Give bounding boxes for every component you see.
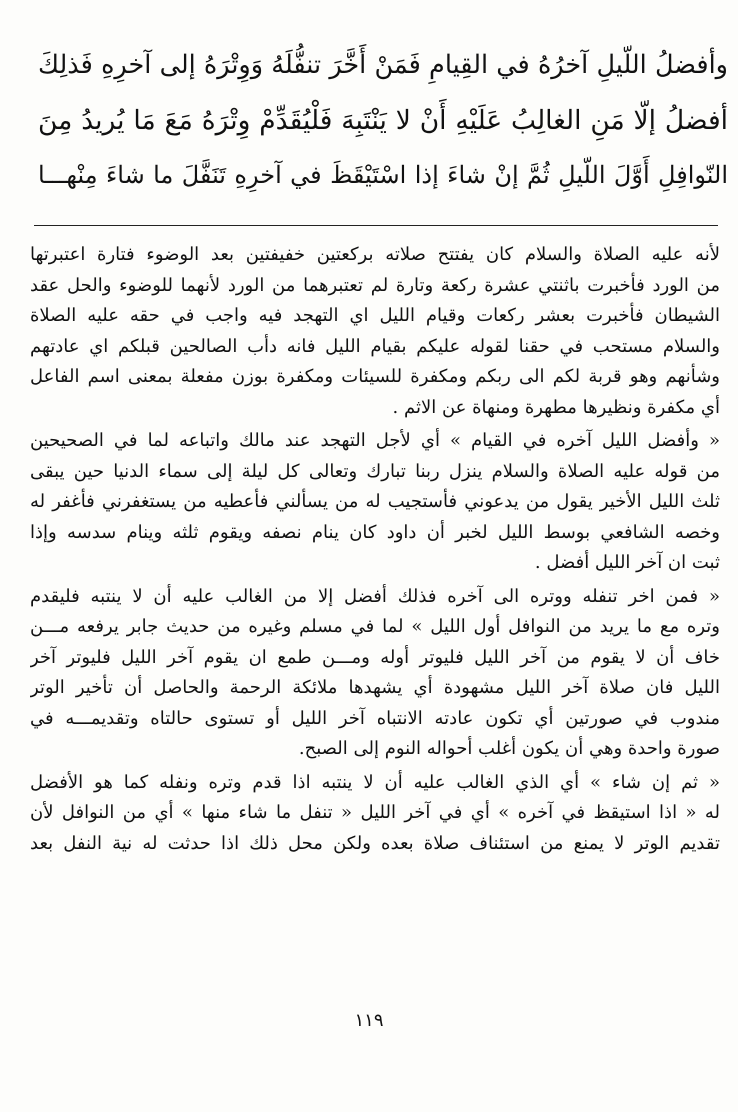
- commentary-line: « ثم إن شاء » أي الذي الغالب عليه أن لا ينتبه اذا قدم وتره ونفله كما هو الأفضل: [30, 771, 720, 793]
- commentary-line: ثبت ان آخر الليل أفضل .: [534, 552, 720, 573]
- commentary-line: والسلام مستحب في حقنا لقوله عليكم بقيام الليل فانه دأب الصالحين قبلكم اي عادتهم: [30, 335, 720, 357]
- commentary-line: وتره مع ما يريد من النوافل أول الليل » لما في مسلم وغيره من حديث جابر يرفعه مـــن: [30, 616, 720, 637]
- commentary-line: تقديم الوتر لا يمنع من استئناف صلاة بعده ولكن محل ذلك اذا حدثت له نية النفل بعد: [30, 832, 720, 854]
- main-text-line: وأفضلُ اللّيلِ آخرُهُ في القِيامِ فَمَنْ أَخَّرَ تنفُّلَهُ وَوِتْرَهُ إلى آخرِهِ فَذلِكَ: [38, 50, 728, 80]
- commentary-line: خاف أن لا يقوم من آخر الليل فليوتر أوله ومـــن طمع ان يقوم آخر الليل فليوتر آخر: [30, 646, 720, 668]
- page-number: ١١٩: [354, 1010, 384, 1031]
- commentary-line: مندوب في صورتين أي تكون عادته الانتباه آخر الليل أو تستوى حالتاه وتقديمـــه في: [30, 707, 720, 729]
- commentary-line: لأنه عليه الصلاة والسلام كان يفتتح صلاته بركعتين خفيفتين بعد الوضوء فتارة اعتبرتها: [30, 244, 720, 265]
- main-text-line: النّوافِلِ أَوَّلَ اللّيلِ ثُمَّ إنْ شاءَ إذا اسْتَيْقَظَ في آخرِهِ تَنَفَّلَ ما شاءَ مِنْهـــا: [38, 161, 728, 189]
- commentary-line: « وأفضل الليل آخره في القيام » أي لأجل التهجد عند مالك واتباعه لما في الصحيحين: [30, 430, 720, 451]
- commentary-line: وشأنهم وهو قربة لكم الى ربكم ومكفرة للسيئات ومكفرة بوزن مفعلة بمعنى اسم الفاعل: [30, 366, 720, 387]
- commentary-line: من قوله عليه الصلاة والسلام ينزل ربنا تبارك وتعالى كل ليلة إلى سماء الدنيا حين يبقى: [30, 460, 720, 482]
- commentary-line: ثلث الليل الأخير يقول من يدعوني فأستجيب له من يسألني فأعطيه من يستغفرني فأغفر له: [30, 491, 720, 512]
- main-text-line: أفضلُ إلّا مَنِ الغالِبُ عَلَيْهِ أَنْ لا يَنْتَبِهَ فَلْيُقَدِّمْ وِتْرَهُ مَعَ مَا يُريدُ مِنَ: [38, 105, 728, 136]
- commentary-line: أي مكفرة ونظيرها مطهرة ومنهاة عن الاثم .: [392, 396, 720, 418]
- commentary-paragraph: [30, 582, 720, 765]
- section-divider: [34, 225, 718, 226]
- commentary-line: له « اذا استيقظ في آخره » أي في آخر الليل « تنفل ما شاء منها » أي من النوافل لأن: [30, 802, 720, 823]
- commentary-paragraph: [30, 240, 720, 423]
- commentary-line: وخصه الشافعي بوسط الليل لخبر أن داود كان ينام نصفه ويقوم ثلثه وينام سدسه وإذا: [30, 521, 720, 543]
- commentary-line: صورة واحدة وهي أن يكون أغلب أحواله النوم إلى الصبح.: [298, 738, 720, 759]
- commentary-paragraph: [30, 768, 720, 860]
- commentary-line: الشيطان فأخبرت بعشر ركعات وقيام الليل اي التهجد فيه واجب في حقه عليه الصلاة: [30, 305, 720, 326]
- commentary-paragraph: [30, 426, 720, 579]
- commentary-line: من الورد فأخبرت باثنتي عشرة ركعة وتارة لم تعتبرهما من الورد لأنهما للوضوء والحل عقد: [30, 274, 720, 296]
- commentary-line: الليل فان صلاة آخر الليل مشهودة أي يشهدها ملائكة الرحمة والحاصل أن تأخير الوتر: [30, 677, 720, 698]
- main-text: [38, 38, 728, 203]
- commentary-line: « فمن اخر تنفله ووتره الى آخره فذلك أفضل إلا من الغالب عليه أن لا ينتبه فليقدم: [30, 585, 720, 607]
- commentary: [30, 240, 720, 862]
